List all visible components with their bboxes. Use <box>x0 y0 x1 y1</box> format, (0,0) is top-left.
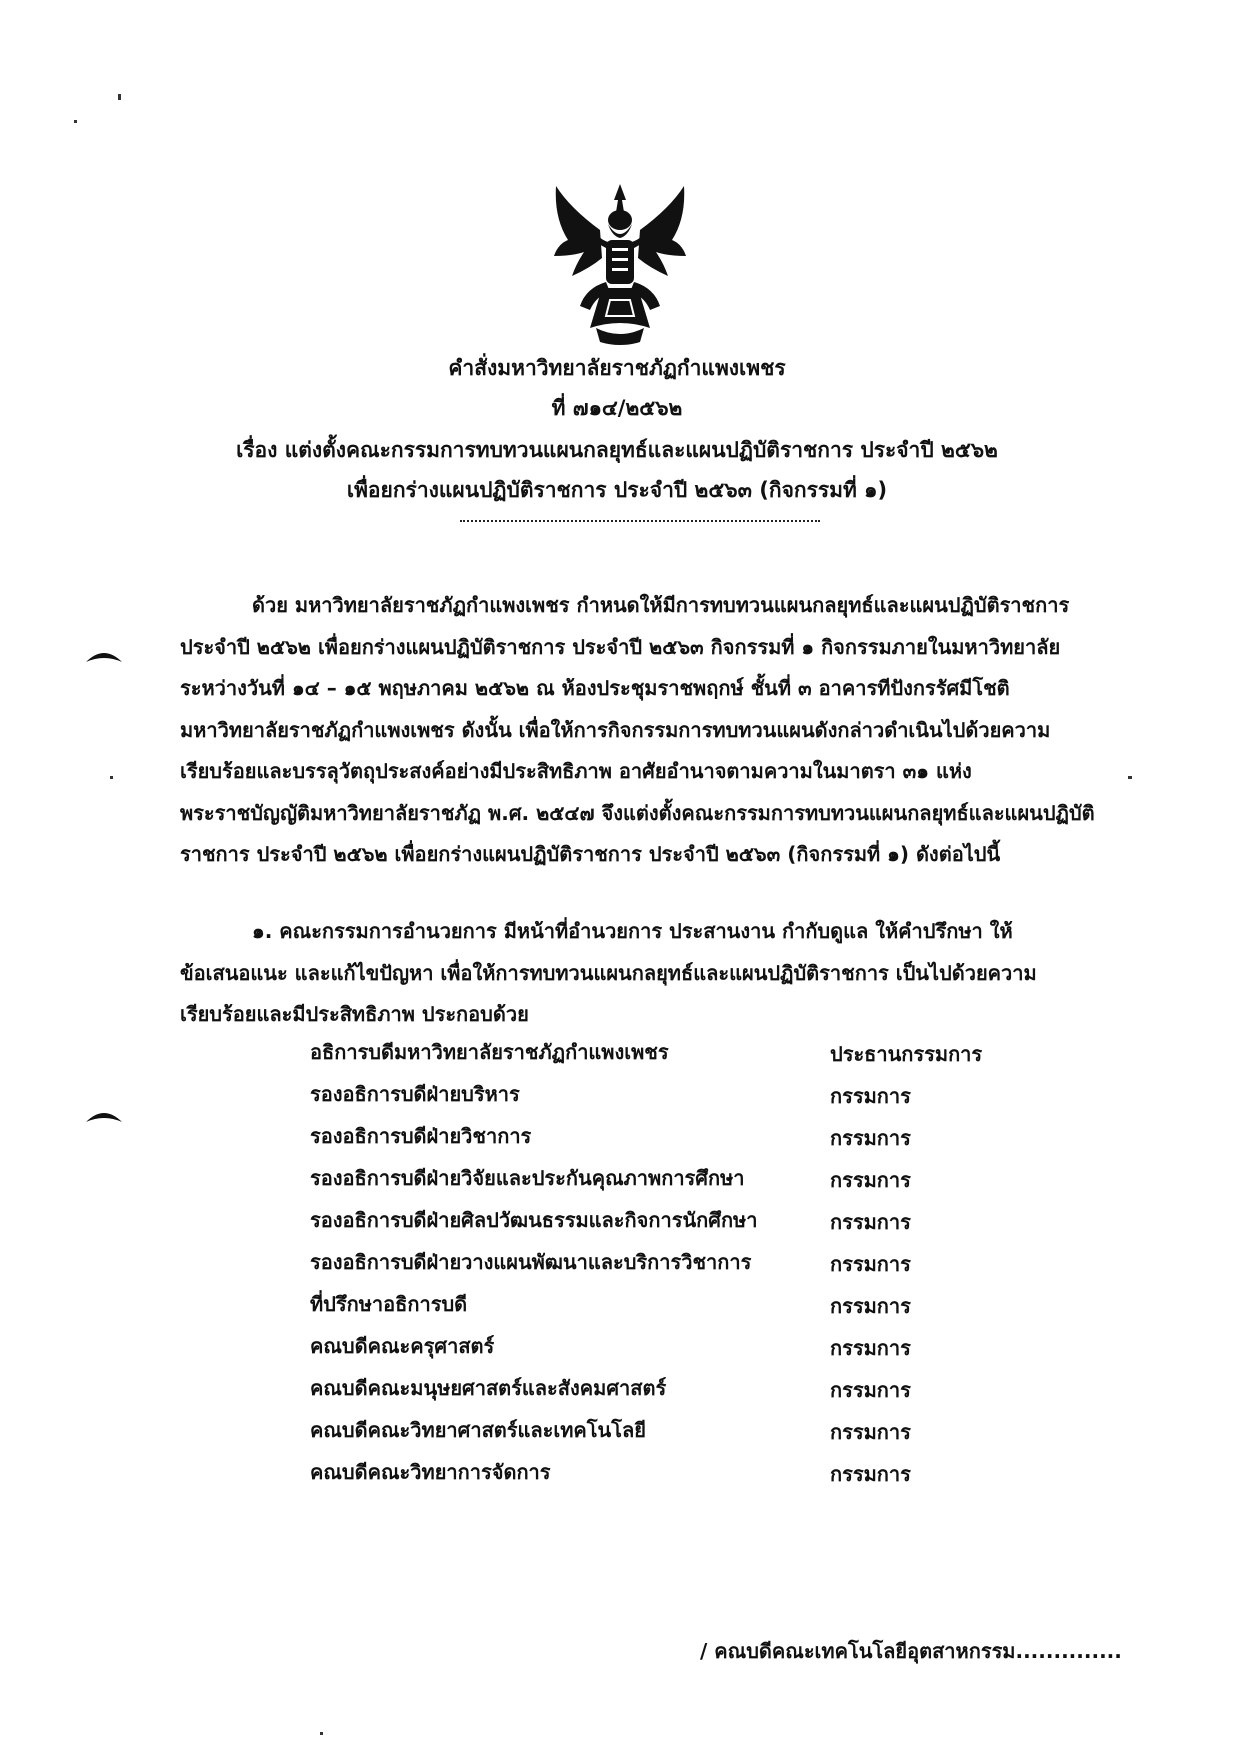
paragraph-line: เรียบร้อยและบรรลุวัตถุประสงค์อย่างมีประสิทธิภาพ อาศัยอำนาจตามความในมาตรา ๓๑ แห่ง <box>180 759 972 783</box>
paragraph-line: มหาวิทยาลัยราชภัฏกำแพงเพชร ดังนั้น เพื่อให้การกิจกรรมการทบทวนแผนดังกล่าวดำเนินไปด้วยความ <box>180 717 1051 742</box>
subject-line-2: เพื่อยกร่างแผนปฏิบัติราชการ ประจำปี ๒๕๖๓ (กิจกรรมที่ ๑) <box>346 478 888 502</box>
scan-speck <box>74 120 77 123</box>
committee-member-list <box>310 1036 1010 1498</box>
paragraph-line: ประจำปี ๒๕๖๒ เพื่อยกร่างแผนปฏิบัติราชการ ประจำปี ๒๕๖๓ กิจกรรมที่ ๑ กิจกรรมภายในมหาวิทยาลัย <box>180 634 1061 659</box>
member-position: รองอธิการบดีฝ่ายศิลปวัฒนธรรมและกิจการนักศึกษา <box>310 1208 758 1232</box>
garuda-emblem-icon <box>550 178 690 348</box>
paragraph-committee <box>180 911 1100 1036</box>
member-role: กรรมการ <box>830 1462 911 1486</box>
committee-member-row <box>310 1414 1010 1456</box>
member-role: กรรมการ <box>830 1294 911 1318</box>
committee-member-row <box>310 1162 1010 1204</box>
member-position: ที่ปรึกษาอธิการบดี <box>310 1292 468 1316</box>
paragraph-line: ราชการ ประจำปี ๒๕๖๒ เพื่อยกร่างแผนปฏิบัติราชการ ประจำปี ๒๕๖๓ (กิจกรรมที่ ๑) ดังต่อไปนี้ <box>180 842 1001 866</box>
member-role: กรรมการ <box>830 1336 911 1360</box>
member-role: กรรมการ <box>830 1084 911 1108</box>
scan-speck <box>320 1732 323 1735</box>
committee-member-row <box>310 1036 1010 1078</box>
paragraph-line: เรียบร้อยและมีประสิทธิภาพ ประกอบด้วย <box>180 1002 529 1026</box>
member-position: รองอธิการบดีฝ่ายบริหาร <box>310 1082 520 1106</box>
committee-member-row <box>310 1330 1010 1372</box>
committee-member-row <box>310 1288 1010 1330</box>
committee-member-row <box>310 1204 1010 1246</box>
continuation-note: / คณบดีคณะเทคโนโลยีอุตสาหกรรม.............. <box>700 1639 1122 1663</box>
member-role: กรรมการ <box>830 1210 911 1234</box>
punch-hole-mark-icon <box>84 648 124 664</box>
committee-member-row <box>310 1120 1010 1162</box>
member-role: กรรมการ <box>830 1378 911 1402</box>
member-position: รองอธิการบดีฝ่ายวางแผนพัฒนาและบริการวิชาการ <box>310 1250 752 1274</box>
paragraph-line: ระหว่างวันที่ ๑๔ – ๑๕ พฤษภาคม ๒๕๖๒ ณ ห้องประชุมราชพฤกษ์ ชั้นที่ ๓ อาคารทีปังกรรัศมีโชติ <box>180 676 1010 700</box>
member-position: อธิการบดีมหาวิทยาลัยราชภัฏกำแพงเพชร <box>310 1040 669 1064</box>
order-title: คำสั่งมหาวิทยาลัยราชภัฏกำแพงเพชร <box>448 356 786 380</box>
paragraph-line: ด้วย มหาวิทยาลัยราชภัฏกำแพงเพชร กำหนดให้มีการทบทวนแผนกลยุทธ์และแผนปฏิบัติราชการ <box>252 593 1070 617</box>
subject-line-1: เรื่อง แต่งตั้งคณะกรรมการทบทวนแผนกลยุทธ์และแผนปฏิบัติราชการ ประจำปี ๒๕๖๒ <box>236 438 998 462</box>
member-role: ประธานกรรมการ <box>830 1042 983 1066</box>
member-role: กรรมการ <box>830 1420 911 1444</box>
paragraph-line: พระราชบัญญัติมหาวิทยาลัยราชภัฏ พ.ศ. ๒๕๔๗ จึงแต่งตั้งคณะกรรมการทบทวนแผนกลยุทธ์และแผนปฏิบัติ <box>180 800 1095 825</box>
member-position: คณบดีคณะวิทยาการจัดการ <box>310 1460 551 1484</box>
committee-member-row <box>310 1078 1010 1120</box>
paragraph-line: ๑. คณะกรรมการอำนวยการ มีหน้าที่อำนวยการ ประสานงาน กำกับดูแล ให้คำปรึกษา ให้ <box>252 919 1013 943</box>
committee-member-row <box>310 1456 1010 1498</box>
paragraph-preamble <box>180 585 1100 876</box>
punch-hole-mark-icon <box>84 1108 124 1124</box>
order-number: ที่ ๗๑๔/๒๕๖๒ <box>551 396 683 420</box>
member-role: กรรมการ <box>830 1168 911 1192</box>
member-role: กรรมการ <box>830 1126 911 1150</box>
member-position: คณบดีคณะมนุษยศาสตร์และสังคมศาสตร์ <box>310 1376 667 1400</box>
member-position: คณบดีคณะวิทยาศาสตร์และเทคโนโลยี <box>310 1418 646 1442</box>
member-position: รองอธิการบดีฝ่ายวิชาการ <box>310 1124 532 1148</box>
dotted-divider <box>460 520 820 522</box>
scan-speck <box>110 776 113 779</box>
member-position: รองอธิการบดีฝ่ายวิจัยและประกันคุณภาพการศึกษา <box>310 1166 745 1190</box>
paragraph-line: ข้อเสนอแนะ และแก้ไขปัญหา เพื่อให้การทบทวนแผนกลยุทธ์และแผนปฏิบัติราชการ เป็นไปด้วยความ <box>180 960 1037 985</box>
scan-speck <box>118 94 121 100</box>
member-role: กรรมการ <box>830 1252 911 1276</box>
scan-speck <box>1128 776 1132 779</box>
member-position: คณบดีคณะครุศาสตร์ <box>310 1334 495 1358</box>
committee-member-row <box>310 1372 1010 1414</box>
committee-member-row <box>310 1246 1010 1288</box>
